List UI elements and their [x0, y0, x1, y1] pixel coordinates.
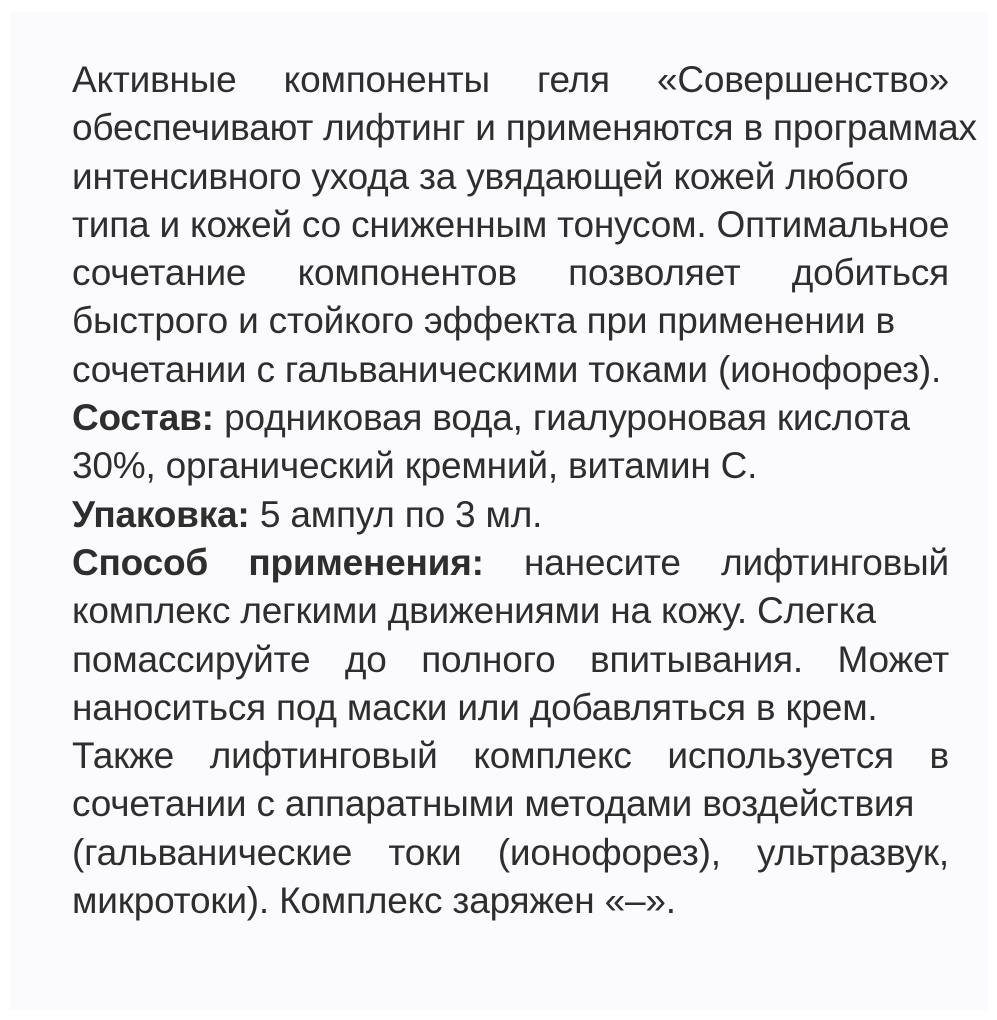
composition-label: Состав: [72, 397, 214, 439]
composition-value: родниковая вода, гиалуроновая кислота [224, 397, 910, 439]
usage-label-word: применения: [248, 541, 484, 583]
word: используется [667, 735, 894, 777]
word: (гальванические [72, 831, 353, 873]
word: ультразвук, [757, 831, 949, 873]
usage-line-1 [72, 539, 949, 587]
word: нанесите [524, 541, 681, 583]
word: сочетание [72, 252, 247, 294]
word: токи [388, 831, 462, 873]
description-line-6: быстрого и стойкого эффекта при применении в [72, 300, 895, 342]
word: Также [72, 735, 175, 777]
word: в [929, 735, 949, 777]
word: (ионофорез), [497, 831, 721, 873]
word: комплекс [473, 735, 632, 777]
usage-line-7 [72, 829, 949, 877]
usage-line-5 [72, 732, 949, 780]
packaging-value: 5 ампул по 3 мл. [259, 493, 543, 535]
usage-label-word: Способ [72, 541, 209, 583]
description-line-7: сочетании с гальваническими токами (ионофорез). [72, 348, 942, 390]
label-text [72, 56, 977, 925]
composition-line-1 [72, 394, 949, 442]
composition-line-2: 30%, органический кремний, витамин С. [72, 445, 758, 487]
word: Может [837, 638, 949, 680]
word: до [344, 638, 387, 680]
packaging-line [72, 491, 949, 539]
usage-line-4: наноситься под маски или добавляться в крем. [72, 686, 878, 728]
word: компонентов [297, 252, 517, 294]
product-label-panel [10, 12, 988, 1010]
word: Активные [72, 59, 237, 100]
packaging-label: Упаковка: [72, 493, 250, 535]
word: позволяет [568, 252, 741, 294]
description-line-1 [72, 56, 949, 104]
word: «Совершенство» [656, 59, 949, 100]
usage-line-6: сочетании с аппаратными методами воздействия [72, 783, 915, 825]
description-line-3: интенсивного ухода за увядающей кожей любого [72, 155, 909, 197]
usage-line-3 [72, 636, 949, 684]
word: впитывания. [590, 638, 803, 680]
description-line-5 [72, 249, 949, 297]
word: компоненты [283, 59, 490, 100]
word: добиться [791, 252, 949, 294]
word: лифтинговый [209, 735, 438, 777]
word: полного [421, 638, 556, 680]
usage-line-2: комплекс легкими движениями на кожу. Слегка [72, 590, 876, 632]
word: помассируйте [72, 638, 311, 680]
word: геля [537, 59, 610, 100]
description-line-4: типа и кожей со сниженным тонусом. Оптимальное [72, 203, 950, 245]
description-line-2: обеспечивают лифтинг и применяются в программах [72, 107, 977, 149]
usage-line-8: микротоки). Комплекс заряжен «–». [72, 880, 676, 922]
word: лифтинговый [721, 541, 949, 583]
